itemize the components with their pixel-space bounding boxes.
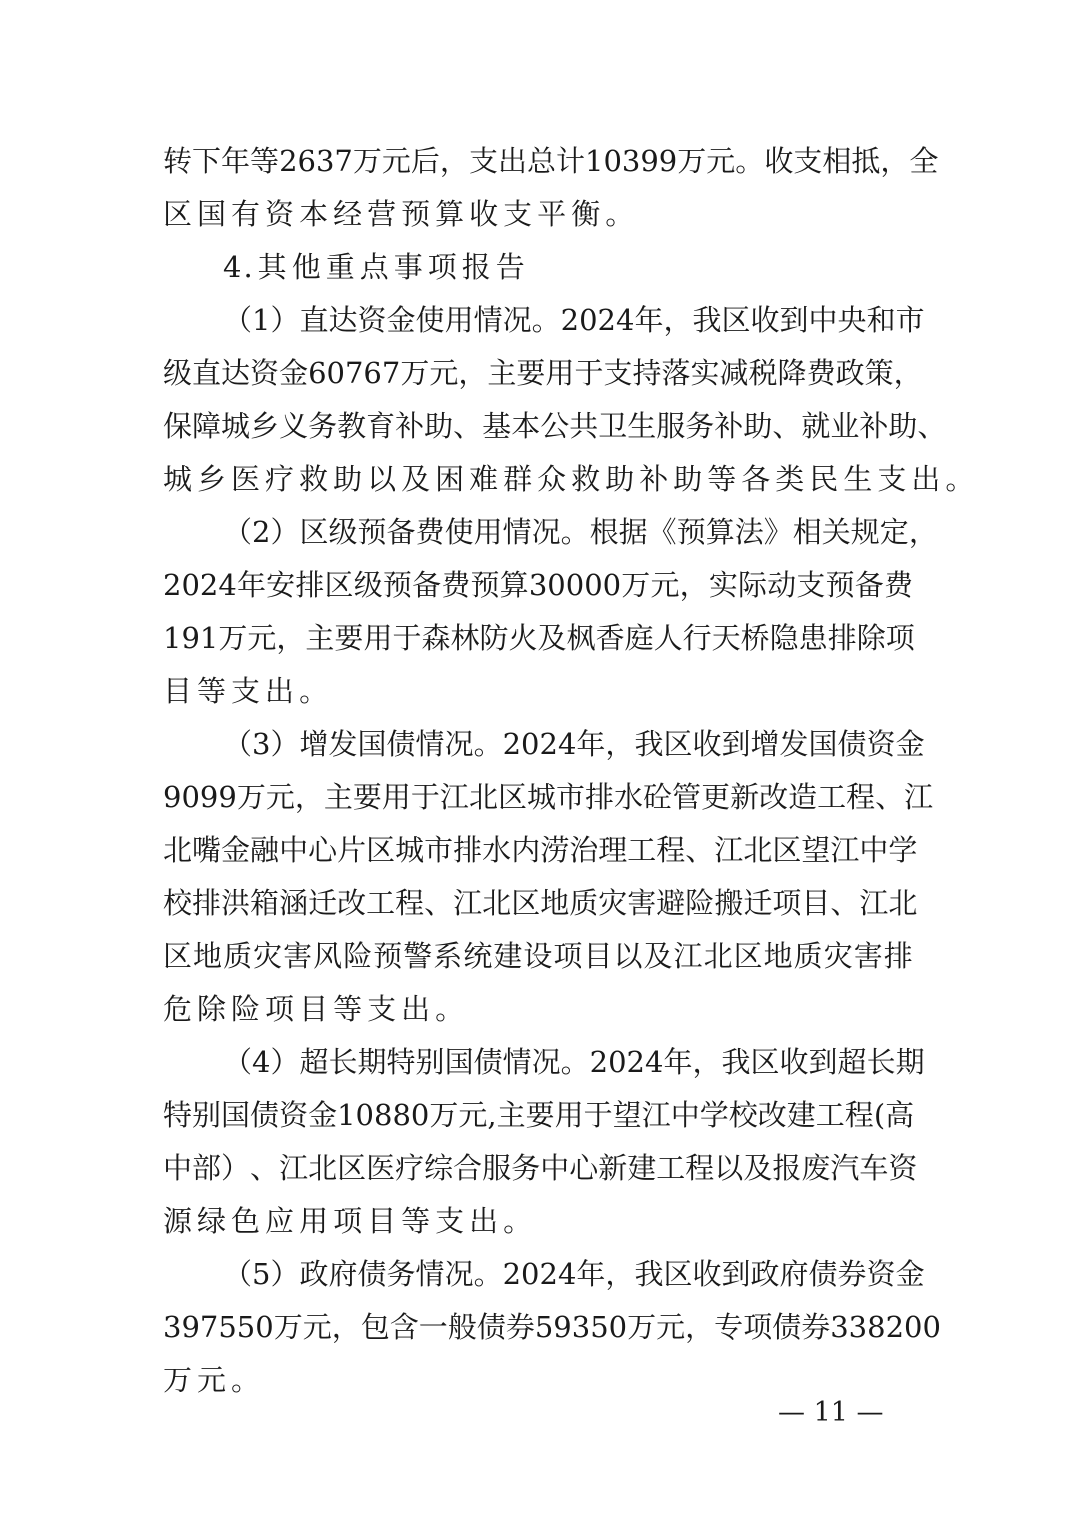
text-line: 北 嘴 金 融 中 心 片 区 城 市 排 水 内 涝 治 理 工 程 、 江 北 区 望 江 中 学 [163, 833, 918, 867]
text-line: （ 4 ） 超 长 期 特 别 国 债 情 况 。 2024 年 ， 我 区 收 到 超 长 期 [223, 1045, 925, 1079]
text-line: 目 等 支 出 。 [163, 674, 331, 708]
text-line: 4. 其 他 重 点 事 项 报 告 [223, 250, 527, 284]
text-line: 191 万 元 ， 主 要 用 于 森 林 防 火 及 枫 香 庭 人 行 天 桥 隐 患 排 除 项 [163, 621, 915, 655]
text-line: 特 别 国 债 资 金 10880 万 元 , 主 要 用 于 望 江 中 学 校 改 建 工 程 ( 高 [163, 1098, 915, 1132]
text-line: （ 1 ） 直 达 资 金 使 用 情 况 。 2024 年 ， 我 区 收 到 中 央 和 市 [223, 303, 925, 337]
text-line: 397550 万 元 ， 包 含 一 般 债 券 59350 万 元 ， 专 项 债 券 338200 [163, 1310, 941, 1344]
text-line: 级 直 达 资 金 60767 万 元 ， 主 要 用 于 支 持 落 实 减 税 降 费 政 策 ， [163, 356, 923, 390]
text-line: 源 绿 色 应 用 项 目 等 支 出 。 [163, 1204, 535, 1238]
text-line: 区 国 有 资 本 经 营 预 算 收 支 平 衡 。 [163, 197, 637, 231]
text-line: 城 乡 医 疗 救 助 以 及 困 难 群 众 救 助 补 助 等 各 类 民 生 支 出 。 [163, 462, 977, 496]
text-line: 区 地 质 灾 害 风 险 预 警 系 统 建 设 项 目 以 及 江 北 区 地 质 灾 害 排 [163, 939, 913, 973]
page-number: — 11 — [778, 1397, 884, 1428]
text-line: 校 排 洪 箱 涵 迁 改 工 程 、 江 北 区 地 质 灾 害 避 险 搬 迁 项 目 、 江 北 [163, 886, 918, 920]
text-line: 危 除 险 项 目 等 支 出 。 [163, 992, 467, 1026]
text-line: 万 元 。 [163, 1363, 263, 1397]
text-line: 2024 年 安 排 区 级 预 备 费 预 算 30000 万 元 ， 实 际 动 支 预 备 费 [163, 568, 913, 602]
text-line: 中 部 ） 、 江 北 区 医 疗 综 合 服 务 中 心 新 建 工 程 以 及 报 废 汽 车 资 [163, 1151, 918, 1185]
body-text [163, 135, 977, 1407]
text-line: 转 下 年 等 2637 万 元 后 ， 支 出 总 计 10399 万 元 。 收 支 相 抵 ， 全 [163, 144, 939, 178]
text-line: 保 障 城 乡 义 务 教 育 补 助 、 基 本 公 共 卫 生 服 务 补 助 、 就 业 补 助 、 [163, 409, 947, 443]
text-line: 9099 万 元 ， 主 要 用 于 江 北 区 城 市 排 水 砼 管 更 新 改 造 工 程 、 江 [163, 780, 934, 814]
text-line: （ 5 ） 政 府 债 务 情 况 。 2024 年 ， 我 区 收 到 政 府 债 券 资 金 [223, 1257, 925, 1291]
text-line: （ 2 ） 区 级 预 备 费 使 用 情 况 。 根 据 《 预 算 法 》 相 关 规 定 ， [223, 515, 938, 549]
text-line: （ 3 ） 增 发 国 债 情 况 。 2024 年 ， 我 区 收 到 增 发 国 债 资 金 [223, 727, 925, 761]
